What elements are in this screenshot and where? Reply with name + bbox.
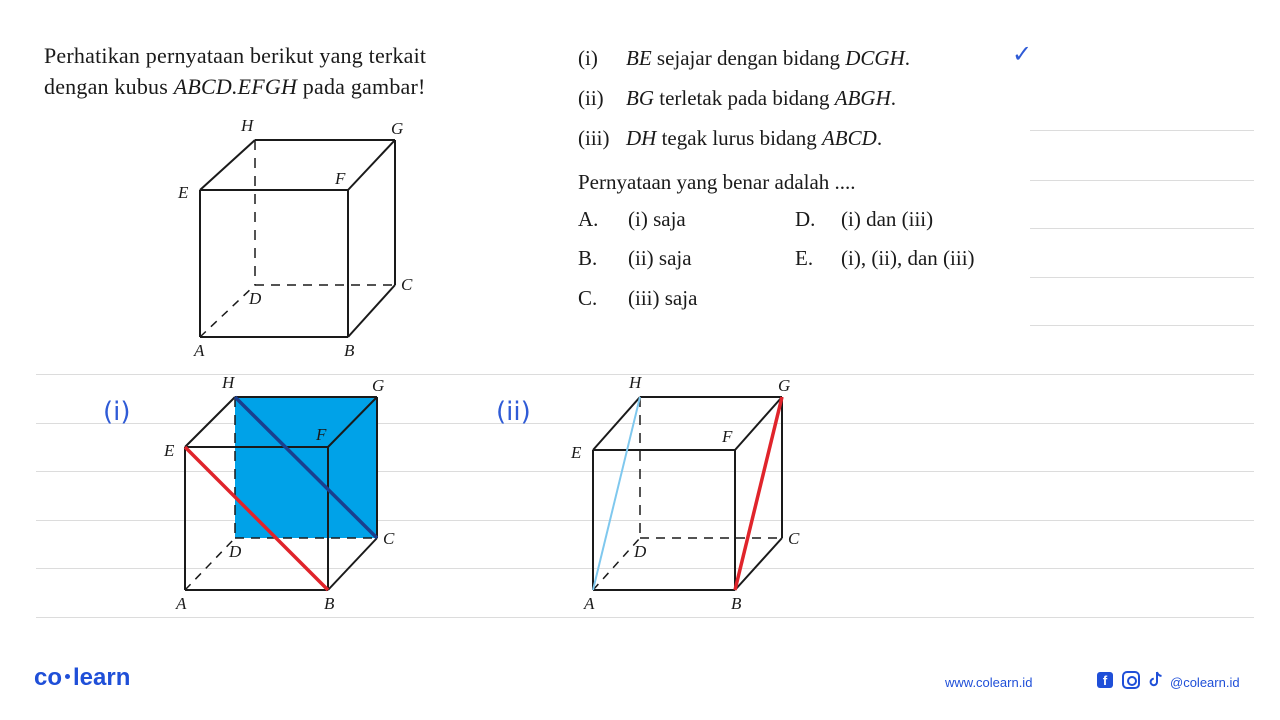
line-bg [735, 397, 782, 590]
vertex-label-f: F [335, 169, 346, 188]
vertex-label-g: G [372, 376, 385, 395]
vertex-label-h: H [222, 373, 235, 392]
vertex-label-c: C [383, 529, 395, 548]
vertex-label-c: C [401, 275, 413, 294]
cube-top [200, 140, 395, 337]
vertex-label-d: D [634, 542, 647, 561]
vertex-label-f: F [316, 425, 327, 444]
option-c: C. (iii) saja [578, 286, 698, 310]
facebook-icon[interactable]: f [1097, 672, 1113, 688]
statement-1: (i) BE sejajar dengan bidang DCGH. [578, 46, 911, 70]
option-d: D. (i) dan (iii) [795, 207, 934, 231]
cube-case-1 [185, 397, 377, 590]
cube-case-2 [593, 397, 782, 590]
annotation-case-1: (i) [103, 397, 131, 427]
option-e: E. (i), (ii), dan (iii) [795, 246, 975, 270]
vertex-label-b: B [344, 341, 355, 360]
vertex-label-d: D [249, 289, 262, 308]
vertex-label-h: H [629, 373, 642, 392]
prompt: Pernyataan yang benar adalah .... [578, 170, 856, 194]
vertex-label-b: B [324, 594, 335, 613]
option-b: B. (ii) saja [578, 246, 692, 270]
vertex-label-g: G [391, 119, 404, 138]
vertex-label-d: D [229, 542, 242, 561]
vertex-label-g: G [778, 376, 791, 395]
statement-2: (ii) BG terletak pada bidang ABGH. [578, 86, 897, 110]
vertex-label-e: E [164, 441, 175, 460]
social-handle[interactable]: @colearn.id [1170, 675, 1240, 690]
vertex-label-b: B [731, 594, 742, 613]
check-mark: ✓ [1012, 40, 1033, 68]
vertex-label-e: E [571, 443, 582, 462]
vertex-label-h: H [241, 116, 254, 135]
vertex-label-f: F [722, 427, 733, 446]
question-line-2: dengan kubus ABCD.EFGH pada gambar! [44, 74, 426, 99]
vertex-label-e: E [178, 183, 189, 202]
instagram-icon[interactable] [1122, 671, 1140, 689]
vertex-label-c: C [788, 529, 800, 548]
annotation-case-2: (ii) [496, 397, 531, 427]
question-line-1: Perhatikan pernyataan berikut yang terkait [44, 43, 427, 68]
statement-3: (iii) DH tegak lurus bidang ABCD. [578, 126, 883, 150]
vertex-label-a: A [176, 594, 187, 613]
vertex-label-a: A [194, 341, 205, 360]
footer-url[interactable]: www.colearn.id [945, 675, 1033, 690]
vertex-label-a: A [584, 594, 595, 613]
line-ah [593, 397, 640, 590]
colearn-logo: co learn [34, 664, 131, 691]
tiktok-icon[interactable] [1148, 670, 1164, 688]
option-a: A. (i) saja [578, 207, 686, 231]
